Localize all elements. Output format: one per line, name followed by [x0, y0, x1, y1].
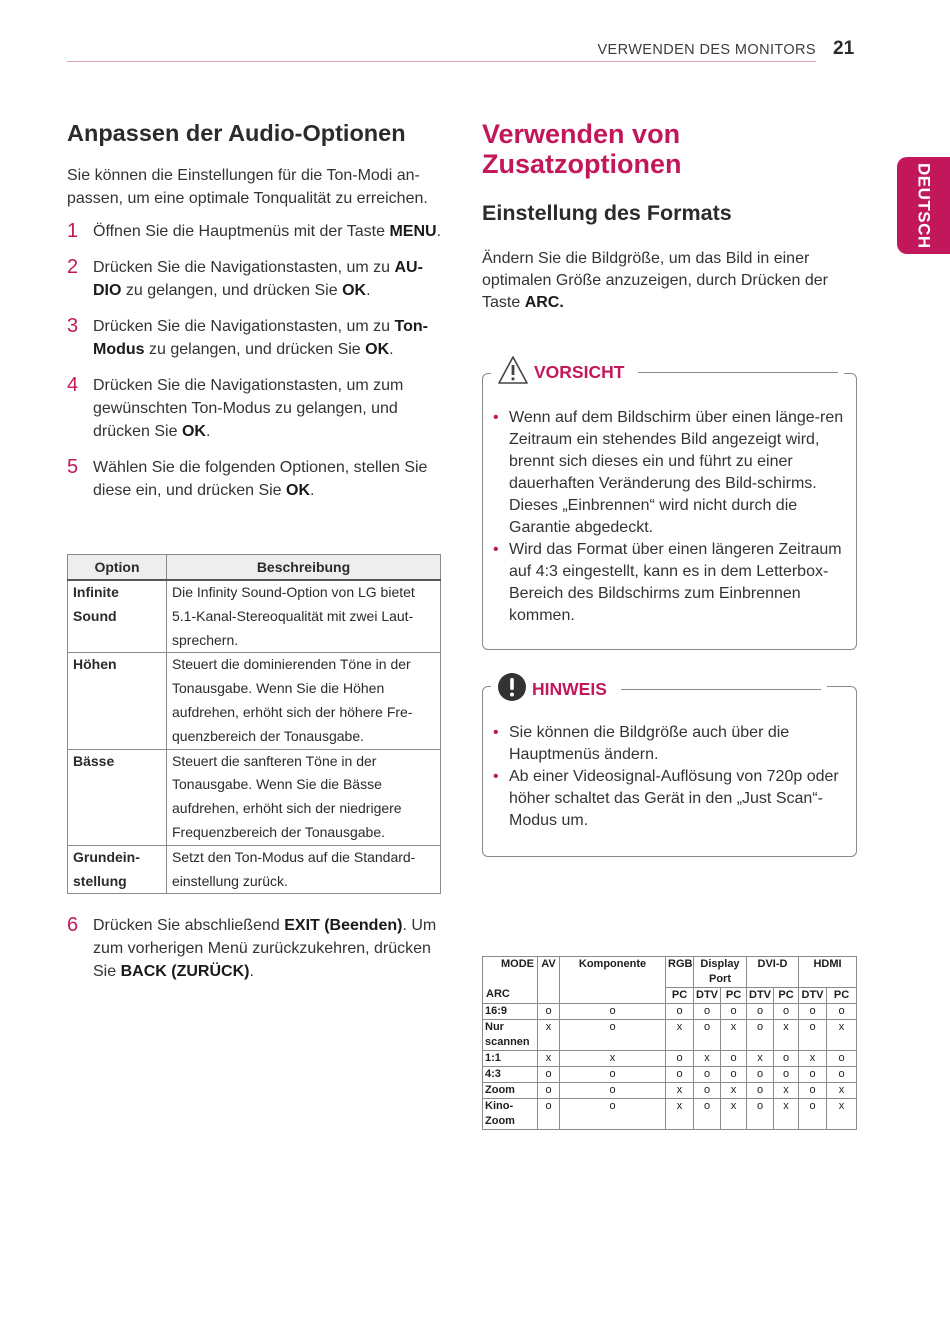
arc-value-cell: o — [538, 1004, 560, 1020]
option-name: Bässe — [68, 749, 167, 845]
arc-value-cell: o — [827, 1051, 857, 1067]
step-text: Öffnen Sie die Hauptmenüs mit der Taste MENU. — [93, 223, 442, 240]
arc-corner-cell — [483, 957, 538, 1004]
mode-label: MODE — [501, 958, 534, 970]
step-3 — [67, 315, 442, 361]
note-rule — [621, 689, 821, 690]
arc-value-cell: x — [560, 1051, 666, 1067]
sub-header: PC — [721, 988, 747, 1004]
warning-triangle-icon — [497, 355, 529, 390]
step-number: 1 — [67, 220, 79, 242]
extra-options-title: Verwenden von Zusatzoptionen — [482, 119, 682, 179]
arc-mode-label: Zoom — [483, 1083, 538, 1099]
arc-value-cell: x — [538, 1020, 560, 1051]
sub-header: PC — [666, 988, 694, 1004]
audio-section-title: Anpassen der Audio-Optionen — [67, 120, 406, 146]
arc-value-cell: x — [666, 1083, 694, 1099]
page-number: 21 — [833, 38, 855, 59]
caution-rule — [638, 372, 838, 373]
step-number: 6 — [67, 914, 79, 936]
arc-value-cell: x — [747, 1051, 774, 1067]
arc-value-cell: o — [721, 1004, 747, 1020]
option-name: Grundein-stellung — [68, 845, 167, 894]
arc-value-cell: x — [721, 1020, 747, 1051]
col-rgb: RGB — [666, 957, 694, 988]
caution-label: VORSICHT — [534, 362, 625, 382]
step-4 — [67, 374, 442, 443]
table-header-description: Beschreibung — [167, 555, 441, 581]
arc-value-cell: o — [747, 1020, 774, 1051]
arc-value-cell: x — [538, 1051, 560, 1067]
step-number: 3 — [67, 315, 79, 337]
arc-value-cell: o — [747, 1067, 774, 1083]
arc-value-cell: o — [747, 1099, 774, 1130]
arc-value-cell: o — [799, 1067, 827, 1083]
note-list — [483, 722, 856, 832]
list-item: • Wenn auf dem Bildschirm über einen länge-ren Zeitraum ein stehendes Bild angezeigt wird, brennt sich dieses ein und führt zu einer dauerhaften Veränderung des Bild-schirms. Dieses „Einbrennen“ wird nicht durch die Garantie abgedeckt. — [483, 407, 856, 539]
table-row — [483, 1004, 857, 1020]
header-rule — [67, 61, 816, 62]
arc-value-cell: o — [774, 1004, 799, 1020]
arc-mode-label: Kino-Zoom — [483, 1099, 538, 1130]
arc-value-cell: o — [747, 1004, 774, 1020]
sub-header: PC — [827, 988, 857, 1004]
table-row — [68, 580, 441, 653]
list-item: • Ab einer Videosignal-Auflösung von 720p oder höher schaltet das Gerät in den „Just Scan“-Modus um. — [483, 766, 856, 832]
arc-value-cell: x — [666, 1020, 694, 1051]
table-row — [483, 1083, 857, 1099]
language-tab-label: DEUTSCH — [914, 162, 934, 249]
arc-value-cell: o — [538, 1083, 560, 1099]
note-box — [482, 679, 857, 857]
list-item: • Wird das Format über einen längeren Zeitraum auf 4:3 eingestellt, kann es in dem Letterbox-Bereich des Bildschirms zum Einbrennen kommen. — [483, 539, 856, 627]
sub-header: DTV — [799, 988, 827, 1004]
audio-intro: Sie können die Einstellungen für die Ton-Modi an-passen, um eine optimale Tonqualität zu erreichen. — [67, 167, 428, 207]
option-description: Die Infinity Sound-Option von LG bietet 5.1-Kanal-Stereoqualität mit zwei Laut-sprechern. — [167, 580, 441, 653]
arc-value-cell: o — [666, 1004, 694, 1020]
table-row — [483, 1067, 857, 1083]
sub-header: DTV — [694, 988, 721, 1004]
arc-value-cell: x — [774, 1083, 799, 1099]
arc-value-cell: o — [694, 1004, 721, 1020]
arc-value-cell: o — [774, 1067, 799, 1083]
option-description: Setzt den Ton-Modus auf die Standard-einstellung zurück. — [167, 845, 441, 894]
step-number: 5 — [67, 456, 79, 478]
arc-value-cell: x — [827, 1099, 857, 1130]
arc-mode-label: 4:3 — [483, 1067, 538, 1083]
arc-mode-label: 16:9 — [483, 1004, 538, 1020]
running-header: VERWENDEN DES MONITORS — [597, 42, 816, 58]
col-display-port: Display Port — [694, 957, 747, 988]
audio-steps — [67, 220, 442, 502]
arc-mode-label: 1:1 — [483, 1051, 538, 1067]
arc-value-cell: o — [666, 1067, 694, 1083]
step-text: Drücken Sie abschließend EXIT (Beenden). Um zum vorherigen Menü zurückzukehren, drücken Sie BACK (ZURÜCK). — [93, 917, 437, 980]
step-2 — [67, 256, 442, 302]
arc-value-cell: x — [827, 1020, 857, 1051]
col-av: AV — [538, 957, 560, 1004]
col-hdmi: HDMI — [799, 957, 857, 988]
option-description: Steuert die dominierenden Töne in der Tonausgabe. Wenn Sie die Höhen aufdrehen, erhöht sich der höhere Fre-quenzbereich der Tonausgabe. — [167, 653, 441, 749]
table-row — [483, 1099, 857, 1130]
arc-value-cell: x — [774, 1099, 799, 1130]
arc-value-cell: x — [694, 1051, 721, 1067]
language-tab — [897, 157, 950, 254]
arc-value-cell: x — [827, 1083, 857, 1099]
arc-value-cell: x — [774, 1020, 799, 1051]
arc-value-cell: o — [774, 1051, 799, 1067]
col-dvi-d: DVI-D — [747, 957, 799, 988]
extra-options-section — [482, 119, 856, 314]
caution-list — [483, 407, 856, 627]
arc-format-table — [482, 956, 857, 1130]
arc-value-cell: o — [694, 1020, 721, 1051]
table-row — [68, 749, 441, 845]
note-label: HINWEIS — [532, 679, 607, 699]
arc-value-cell: x — [721, 1099, 747, 1130]
arc-label: ARC — [486, 988, 510, 1000]
step-1 — [67, 220, 442, 243]
option-description: Steuert die sanfteren Töne in der Tonausgabe. Wenn Sie die Bässe aufdrehen, erhöht sich der niedrigere Frequenzbereich der Tonausgabe. — [167, 749, 441, 845]
arc-value-cell: o — [694, 1067, 721, 1083]
step-text: Drücken Sie die Navigationstasten, um zu Ton-Modus zu gelangen, und drücken Sie OK. — [93, 318, 428, 358]
format-intro: Ändern Sie die Bildgröße, um das Bild in einer optimalen Größe anzuzeigen, durch Drücken der Taste ARC. — [482, 250, 828, 311]
step-number: 4 — [67, 374, 79, 396]
arc-value-cell: o — [827, 1067, 857, 1083]
arc-value-cell: o — [747, 1083, 774, 1099]
arc-value-cell: o — [799, 1099, 827, 1130]
caution-header — [491, 355, 844, 390]
arc-value-cell: o — [560, 1020, 666, 1051]
arc-value-cell: x — [666, 1099, 694, 1130]
step-5 — [67, 456, 442, 502]
option-name: Höhen — [68, 653, 167, 749]
table-row — [483, 1051, 857, 1067]
step-text: Drücken Sie die Navigationstasten, um zu AU-DIO zu gelangen, und drücken Sie OK. — [93, 259, 423, 299]
audio-options-section — [67, 120, 442, 515]
arc-value-cell: o — [560, 1067, 666, 1083]
step-number: 2 — [67, 256, 79, 278]
arc-value-cell: o — [827, 1004, 857, 1020]
arc-value-cell: o — [721, 1051, 747, 1067]
table-row — [68, 653, 441, 749]
sub-header: PC — [774, 988, 799, 1004]
arc-value-cell: o — [666, 1051, 694, 1067]
step-6 — [67, 914, 447, 983]
step-text: Wählen Sie die folgenden Optionen, stellen Sie diese ein, und drücken Sie OK. — [93, 459, 428, 499]
arc-mode-label: Nur scannen — [483, 1020, 538, 1051]
option-name: Infinite Sound — [68, 580, 167, 653]
arc-value-cell: o — [721, 1067, 747, 1083]
arc-value-cell: o — [694, 1083, 721, 1099]
sub-header: DTV — [747, 988, 774, 1004]
arc-value-cell: o — [538, 1099, 560, 1130]
arc-value-cell: o — [799, 1083, 827, 1099]
arc-value-cell: o — [560, 1083, 666, 1099]
col-komponente: Komponente — [560, 957, 666, 1004]
caution-box — [482, 362, 857, 650]
table-row — [68, 845, 441, 894]
format-subtitle: Einstellung des Formats — [482, 201, 732, 225]
arc-value-cell: x — [721, 1083, 747, 1099]
arc-value-cell: o — [538, 1067, 560, 1083]
arc-value-cell: o — [560, 1099, 666, 1130]
note-header — [491, 672, 827, 707]
arc-value-cell: o — [799, 1004, 827, 1020]
step-text: Drücken Sie die Navigationstasten, um zum gewünschten Ton-Modus zu gelangen, und drücken Sie OK. — [93, 377, 404, 440]
exclamation-circle-icon — [497, 672, 527, 707]
table-row — [483, 1020, 857, 1051]
arc-value-cell: o — [694, 1099, 721, 1130]
list-item: • Sie können die Bildgröße auch über die Hauptmenüs ändern. — [483, 722, 856, 766]
arc-value-cell: o — [799, 1020, 827, 1051]
audio-options-table — [67, 554, 441, 894]
arc-value-cell: o — [560, 1004, 666, 1020]
arc-value-cell: x — [799, 1051, 827, 1067]
table-header-option: Option — [68, 555, 167, 581]
